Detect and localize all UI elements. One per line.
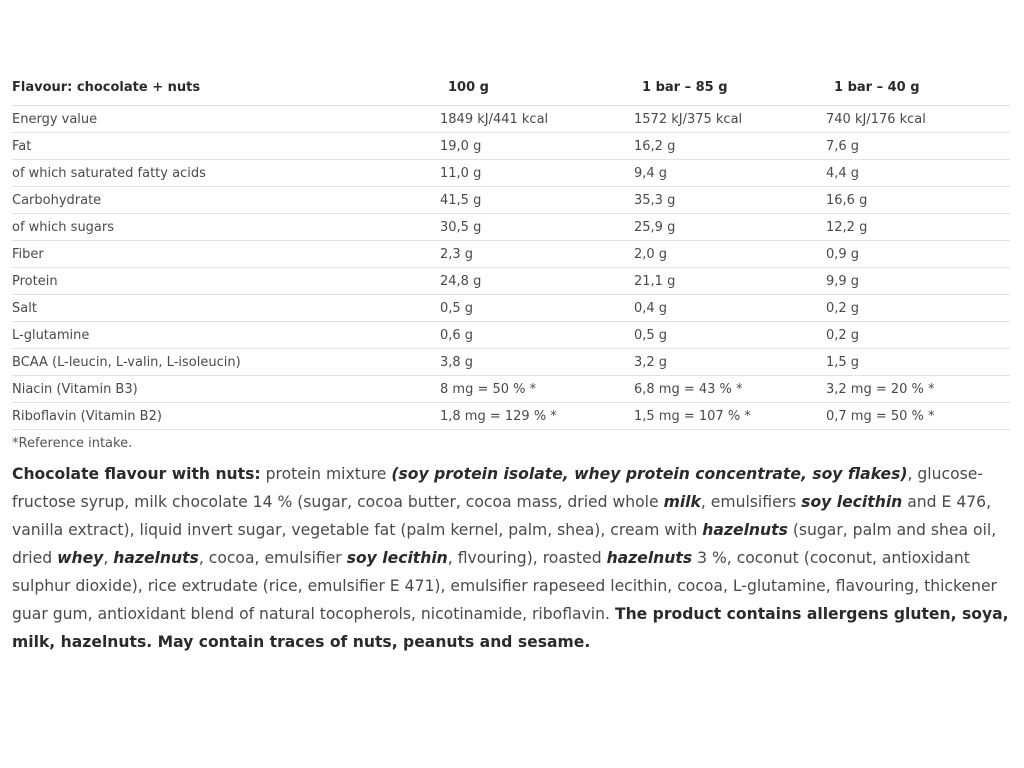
value-per-85g-bar: 35,3 g: [634, 187, 826, 214]
value-per-40g-bar: 3,2 mg = 20 % *: [826, 376, 1010, 403]
nutrient-name: Carbohydrate: [12, 187, 440, 214]
table-header-row: [12, 70, 1010, 106]
nutrient-name: of which saturated fatty acids: [12, 160, 440, 187]
table-row: [12, 322, 1010, 349]
allergen-highlight: soy lecithin: [801, 493, 903, 511]
value-per-100g: 19,0 g: [440, 133, 634, 160]
value-per-40g-bar: 7,6 g: [826, 133, 1010, 160]
nutrient-name: Salt: [12, 295, 440, 322]
value-per-85g-bar: 21,1 g: [634, 268, 826, 295]
nutrient-name: Protein: [12, 268, 440, 295]
value-per-100g: 0,6 g: [440, 322, 634, 349]
nutrient-name: Riboflavin (Vitamin B2): [12, 403, 440, 430]
nutrient-name: of which sugars: [12, 214, 440, 241]
value-per-100g: 3,8 g: [440, 349, 634, 376]
allergen-highlight: (soy protein isolate, whey protein concentrate, soy flakes): [391, 465, 908, 483]
value-per-100g: 11,0 g: [440, 160, 634, 187]
nutrition-panel: [12, 70, 1010, 656]
table-row: [12, 295, 1010, 322]
value-per-40g-bar: 12,2 g: [826, 214, 1010, 241]
allergen-statement: The product contains allergens gluten, soya, milk, hazelnuts. May contain traces of nuts, peanuts and sesame.: [12, 605, 1009, 651]
value-per-40g-bar: 1,5 g: [826, 349, 1010, 376]
nutrient-name: Energy value: [12, 106, 440, 133]
table-row: [12, 403, 1010, 430]
value-per-40g-bar: 740 kJ/176 kcal: [826, 106, 1010, 133]
value-per-100g: 30,5 g: [440, 214, 634, 241]
value-per-85g-bar: 0,5 g: [634, 322, 826, 349]
table-row: [12, 133, 1010, 160]
reference-intake-note: *Reference intake.: [12, 436, 133, 451]
table-row: [12, 187, 1010, 214]
value-per-100g: 1,8 mg = 129 % *: [440, 403, 634, 430]
ingredients-segment: , flvouring), roasted: [447, 549, 607, 567]
nutrient-name: L-glutamine: [12, 322, 440, 349]
ingredients-segment: , glucose-fructose syrup, milk chocolate 14 % (sugar, cocoa butter, cocoa mass, dried whole: [12, 465, 983, 511]
value-per-100g: 1849 kJ/441 kcal: [440, 106, 634, 133]
nutrient-name: BCAA (L-leucin, L-valin, L-isoleucin): [12, 349, 440, 376]
value-per-100g: 2,3 g: [440, 241, 634, 268]
value-per-85g-bar: 2,0 g: [634, 241, 826, 268]
value-per-40g-bar: 0,2 g: [826, 322, 1010, 349]
table-row: [12, 349, 1010, 376]
value-per-40g-bar: 0,2 g: [826, 295, 1010, 322]
header-per-40g-bar: 1 bar – 40 g: [826, 70, 1010, 106]
value-per-85g-bar: 16,2 g: [634, 133, 826, 160]
nutrient-name: Fat: [12, 133, 440, 160]
table-row: [12, 376, 1010, 403]
value-per-40g-bar: 9,9 g: [826, 268, 1010, 295]
table-row: [12, 214, 1010, 241]
ingredients-segment: and E 476, vanilla extract), liquid invert sugar, vegetable fat (palm kernel, palm, shea), cream with: [12, 493, 992, 539]
value-per-40g-bar: 16,6 g: [826, 187, 1010, 214]
ingredients-segment: , emulsifiers: [700, 493, 802, 511]
value-per-85g-bar: 3,2 g: [634, 349, 826, 376]
table-row: [12, 241, 1010, 268]
ingredients-segment: , cocoa, emulsifier: [198, 549, 347, 567]
allergen-highlight: milk: [663, 493, 701, 511]
value-per-85g-bar: 9,4 g: [634, 160, 826, 187]
allergen-highlight: hazelnuts: [113, 549, 199, 567]
value-per-40g-bar: 0,9 g: [826, 241, 1010, 268]
table-row: [12, 106, 1010, 133]
table-row: [12, 268, 1010, 295]
value-per-85g-bar: 25,9 g: [634, 214, 826, 241]
value-per-40g-bar: 4,4 g: [826, 160, 1010, 187]
ingredients-lead: Chocolate flavour with nuts:: [12, 465, 261, 483]
value-per-100g: 41,5 g: [440, 187, 634, 214]
nutrient-name: Fiber: [12, 241, 440, 268]
header-per-100g: 100 g: [440, 70, 634, 106]
header-per-85g-bar: 1 bar – 85 g: [634, 70, 826, 106]
allergen-highlight: hazelnuts: [606, 549, 693, 567]
value-per-85g-bar: 0,4 g: [634, 295, 826, 322]
value-per-85g-bar: 1572 kJ/375 kcal: [634, 106, 826, 133]
ingredients-segment: ,: [103, 549, 114, 567]
ingredients-segment: (sugar, palm and shea oil, dried: [12, 521, 997, 567]
ingredients-segment: protein mixture: [260, 465, 392, 483]
ingredients-text: [12, 460, 1010, 656]
table-row: [12, 160, 1010, 187]
value-per-85g-bar: 6,8 mg = 43 % *: [634, 376, 826, 403]
value-per-100g: 8 mg = 50 % *: [440, 376, 634, 403]
value-per-85g-bar: 1,5 mg = 107 % *: [634, 403, 826, 430]
allergen-highlight: hazelnuts: [702, 521, 788, 539]
allergen-highlight: whey: [57, 549, 104, 567]
ingredients-segment: 3 %, coconut (coconut, antioxidant sulphur dioxide), rice extrudate (rice, emulsifier E 471), emulsifier rapeseed lecithin, cocoa, L-glutamine, flavouring, thickener guar gum, antioxidant blend of natural tocopherols, nicotinamide, riboflavin.: [12, 549, 997, 623]
nutrition-table: [12, 70, 1010, 430]
nutrient-name: Niacin (Vitamin B3): [12, 376, 440, 403]
header-flavour: Flavour: chocolate + nuts: [12, 70, 440, 106]
value-per-100g: 24,8 g: [440, 268, 634, 295]
value-per-100g: 0,5 g: [440, 295, 634, 322]
allergen-highlight: soy lecithin: [346, 549, 448, 567]
value-per-40g-bar: 0,7 mg = 50 % *: [826, 403, 1010, 430]
